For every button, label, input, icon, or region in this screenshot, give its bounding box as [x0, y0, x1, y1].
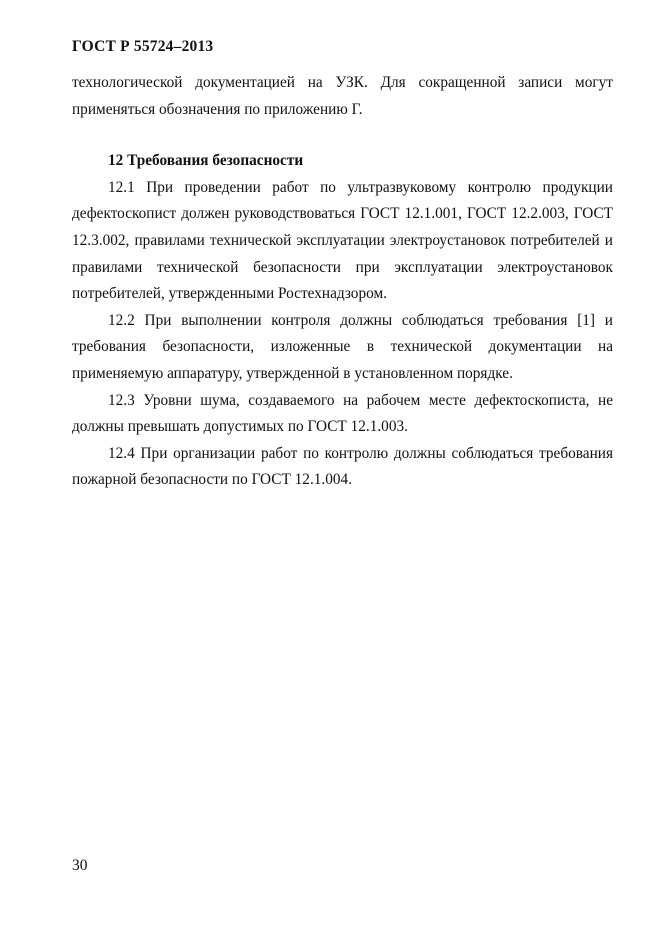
clause-12-1: 12.1 При проведении работ по ультразвуковому контролю продукции дефектоскопист должен руководствоваться ГОСТ 12.1.001, ГОСТ 12.2.003, ГОСТ 12.3.002, правилами технической эксплуатации электроустановок потребителей и правилами технической безопасности при эксплуатации электроустановок потребителей, утвержденными Ростехнадзором.	[72, 178, 613, 303]
page-number: 30	[72, 857, 88, 874]
document-body	[72, 70, 613, 494]
clause-12-3: 12.3 Уровни шума, создаваемого на рабочем месте дефектоскописта, не должны превышать допустимых по ГОСТ 12.1.003.	[72, 391, 613, 436]
clause-12-4: 12.4 При организации работ по контролю должны соблюдаться требования пожарной безопасности по ГОСТ 12.1.004.	[72, 444, 613, 489]
continuation-paragraph: технологической документацией на УЗК. Для сокращенной записи могут применяться обозначения по приложению Г.	[72, 74, 613, 118]
document-header: ГОСТ Р 55724–2013	[72, 38, 214, 55]
section-title: 12 Требования безопасности	[108, 152, 304, 170]
clause-12-2: 12.2 При выполнении контроля должны соблюдаться требования [1] и требования безопасности, изложенные в технической документации на применяемую аппаратуру, утвержденной в установленном порядке.	[72, 311, 613, 382]
